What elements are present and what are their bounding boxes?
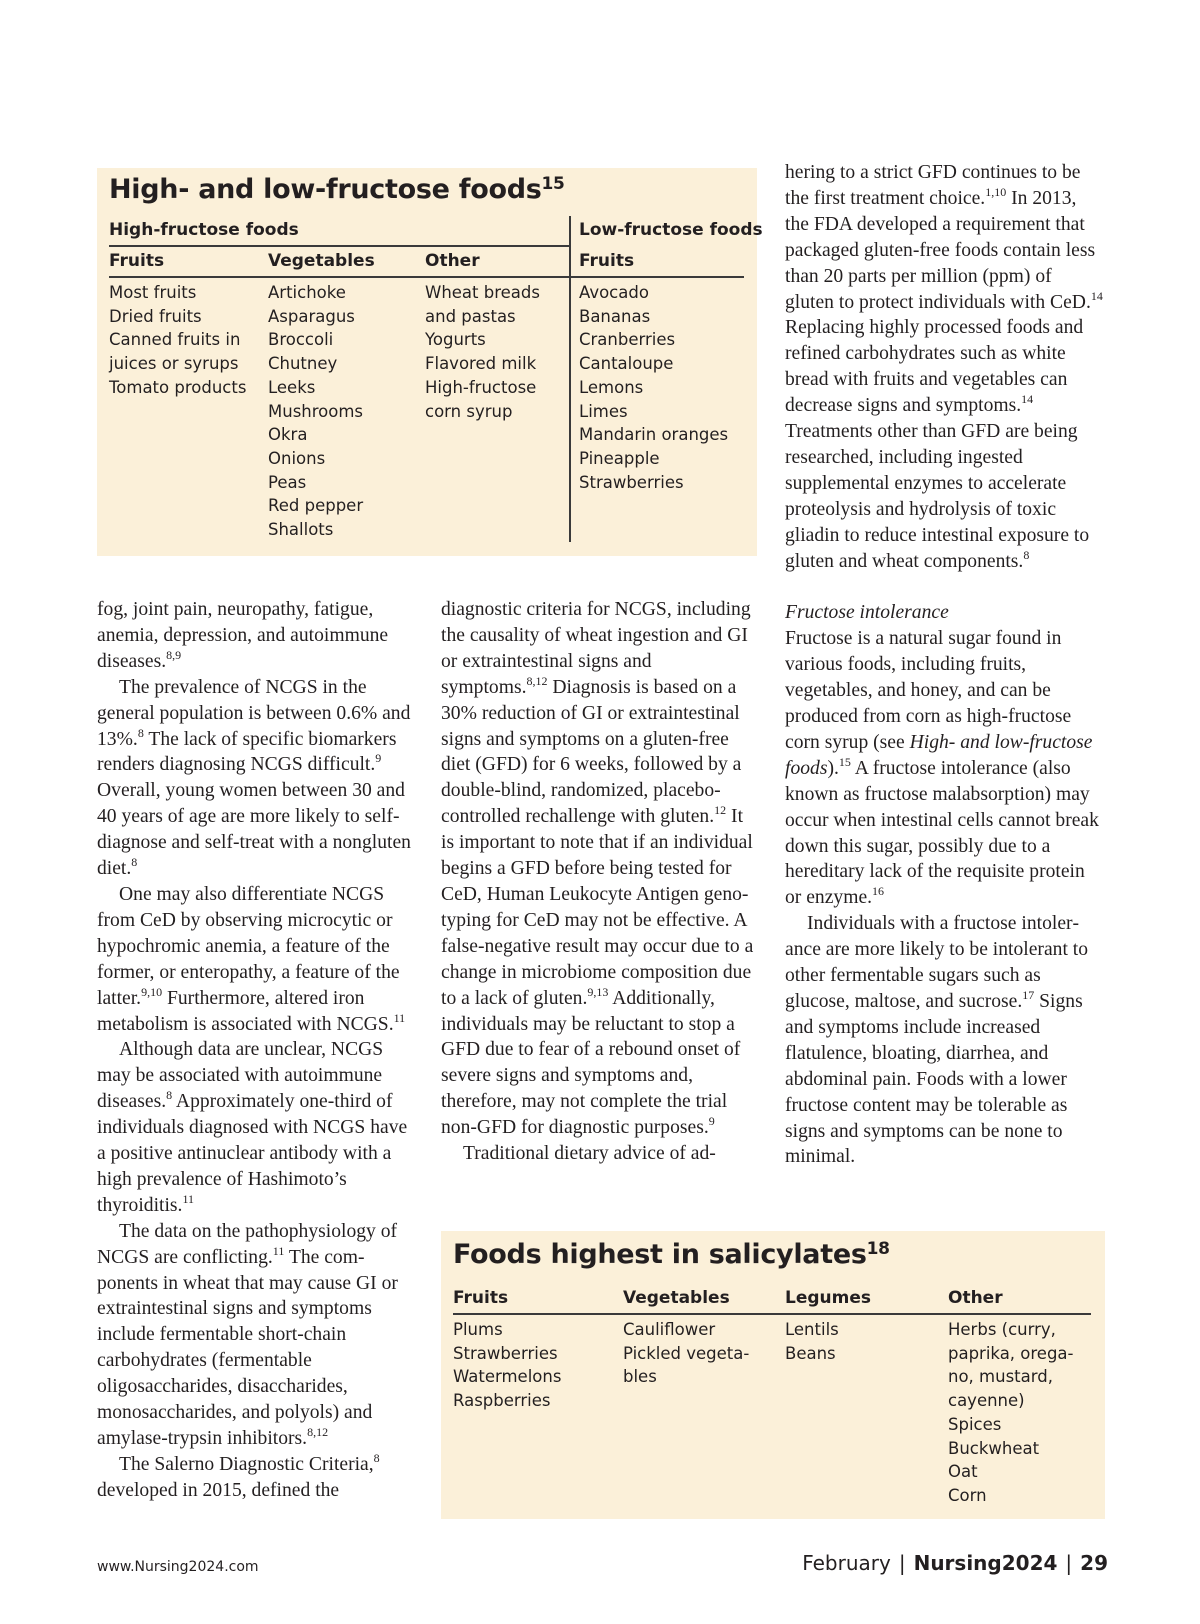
fructose-box-title: High- and low-fructose foods$^{15}$ [109, 174, 565, 205]
list-item: Tomato products [109, 377, 247, 397]
list-item: Yogurts [425, 330, 486, 350]
list-item: Cantaloupe [579, 354, 674, 374]
list-item: Lentils [785, 1320, 839, 1339]
fructose-col-header-other: Other [425, 251, 480, 271]
list-item: Canned fruits in [109, 330, 241, 350]
paragraph: Although data are unclear, NCGS may be associated with autoimmune diseases.$^8$ Approximately one-third of individuals diagnosed with NCGS have a positive antinuclear antibody with a high prevalence of Hashimoto’s thyroiditis.$^{11}$ [97, 1039, 408, 1216]
list-item: Avocado [579, 283, 649, 302]
list-item: Onions [268, 448, 326, 468]
list-item: Chutney [268, 354, 338, 374]
fructose-header-rule [109, 245, 570, 247]
list-item: Strawberries [453, 1343, 558, 1363]
list-item: Oat [948, 1462, 978, 1482]
paragraph: The Salerno Diagnostic Criteria,$^8$ developed in 2015, defined the [97, 1450, 380, 1501]
paragraph: hering to a strict GFD continues to be the first treatment choice.$^{1,10}$ In 2013, the FDA developed a requirement that packaged gluten-free foods contain less than 20 parts per million (ppm) of gluten to protect individuals with CeD.$^{14}$ Replacing highly processed foods and refined carbohydrates such as white bread with fruits and vegetables can decrease signs and symptoms.$^{14}$ Treatments other than GFD are being researched, including ingested supplemental enzymes to accelerate proteolysis and hydrolysis of toxic gliadin to reduce intestinal exposure to gluten and wheat components.$^8$ [785, 162, 1103, 572]
salicylates-col-header-vegetables: Vegetables [623, 1288, 730, 1308]
salicylates-foods-box [441, 1231, 1105, 1519]
salicylates-col-header-legumes: Legumes [785, 1288, 871, 1308]
list-item: High-fructose [425, 377, 537, 397]
fructose-col-header-fruits: Fruits [109, 251, 165, 271]
footer-folio [802, 1551, 1108, 1575]
high-fructose-header: High-fructose foods [109, 220, 299, 240]
list-item: Mandarin oranges [579, 425, 729, 445]
list-item: Herbs (curry, [948, 1320, 1056, 1339]
list-item: Cranberries [579, 330, 676, 350]
fructose-foods-box [97, 168, 763, 556]
salicylates-box-title-ref: 18 [866, 1239, 890, 1259]
paragraph: The data on the pathophysiology of NCGS are conflicting.$^{11}$ The components in wheat that may cause GI or extraintestinal signs and symptoms include fermentable short-chain carbohydrates (fermentable oligosaccharides, disaccharides, monosaccharides, and polyols) and amylase-trypsin inhibitors.$^{8,12}$ [97, 1220, 398, 1449]
article-column-2 [441, 597, 759, 1167]
footer-separator: | [1065, 1551, 1073, 1575]
footer-month: February [802, 1551, 891, 1575]
fructose-box-title-ref: 15 [541, 174, 565, 194]
fructose-divider [569, 216, 571, 542]
list-item: Flavored milk [425, 354, 537, 374]
fructose-col-vegetables [268, 281, 363, 542]
paragraph: Individuals with a fructose intolerance are more likely to be intolerant to other fermentable sugars such as glucose, maltose, and sucrose.$^{17}$ Signs and symptoms include increased flatulence, bloating, diarrhea, and abdominal pain. Foods with a lower fructose content may be tolerable as signs and symptoms can be none to minimal. [785, 913, 1089, 1168]
fructose-col-header-low-fruits: Fruits [579, 251, 635, 271]
list-item: Pickled vegeta- [623, 1343, 750, 1363]
list-item: Limes [579, 401, 628, 421]
list-item: corn syrup [425, 401, 513, 421]
paragraph: diagnostic criteria for NCGS, including the causality of wheat ingestion and GI or extraintestinal signs and symptoms.$^{8,12}$ Diagnosis is based on a 30% reduction of GI or extraintestinal signs and symptoms on a gluten-free diet (GFD) for 6 weeks, followed by a double-blind, randomized, placebo-controlled rechallenge with gluten.$^{12}$ It is important to note that if an individual begins a GFD before being tested for CeD, Human Leukocyte Antigen genotyping for CeD may not be effective. A false-negative result may occur due to a change in microbiome composition due to a lack of gluten.$^{9,13}$ Additionally, individuals may be reluctant to stop a GFD due to fear of a rebound onset of severe signs and symptoms and, therefore, may not complete the trial non-GFD for diagnostic purposes.$^9$ [441, 599, 754, 1139]
paragraph: The prevalence of NCGS in the general population is between 0.6% and 13%.$^8$ The lack of specific biomarkers renders diagnosing NCGS difficult.$^9$ Overall, young women between 30 and 40 years of age are more likely to self-diagnose and self-treat with a nongluten diet.$^8$ [97, 676, 411, 880]
list-item: Wheat breads [425, 283, 540, 302]
list-item: Lemons [579, 377, 644, 397]
list-item: Artichoke [268, 283, 346, 302]
footer-brand: Nursing2024 [913, 1551, 1058, 1575]
list-item: Broccoli [268, 330, 334, 350]
fructose-col-fruits [109, 281, 246, 400]
list-item: Watermelons [453, 1367, 562, 1387]
salicylates-col-vegetables [623, 1318, 749, 1389]
salicylates-col-legumes [785, 1318, 839, 1365]
list-item: and pastas [425, 306, 516, 326]
list-item: Buckwheat [948, 1438, 1040, 1458]
fructose-subheader-rule [109, 276, 744, 278]
salicylates-col-header-other: Other [948, 1288, 1003, 1308]
list-item: juices or syrups [109, 354, 239, 374]
salicylates-box-title: Foods highest in salicylates$^{18}$ [453, 1239, 890, 1270]
salicylates-col-other [948, 1318, 1074, 1508]
list-item: Raspberries [453, 1391, 551, 1411]
list-item: cayenne) [948, 1391, 1025, 1411]
fructose-col-other [425, 281, 540, 423]
footer-website: www.Nursing2024.com [97, 1559, 259, 1575]
list-item: Cauliflower [623, 1320, 716, 1339]
list-item: Spices [948, 1414, 1002, 1434]
list-item: Red pepper [268, 496, 364, 516]
fructose-col-low-fruits [579, 281, 728, 494]
list-item: Plums [453, 1320, 503, 1339]
list-item: Strawberries [579, 472, 684, 492]
list-item: Leeks [268, 377, 316, 397]
list-item: Most fruits [109, 283, 197, 302]
fructose-col-header-vegetables: Vegetables [268, 251, 375, 271]
paragraph-gap [785, 575, 1105, 601]
list-item: Shallots [268, 520, 334, 540]
footer-separator: | [898, 1551, 906, 1575]
list-item: Mushrooms [268, 401, 364, 421]
salicylates-header-rule [453, 1313, 1091, 1315]
list-item: Corn [948, 1485, 987, 1505]
list-item: bles [623, 1367, 657, 1387]
article-column-3 [785, 160, 1105, 1170]
article-column-1 [97, 597, 417, 1504]
paragraph: Fructose is a natural sugar found in various foods, including fruits, vegetables, and honey, and can be produced from corn as high-fructose corn syrup (see High- and low-fructose foods).$^{15}$ A fructose intolerance (also known as fructose malabsorption) may occur when intestinal cells cannot break down this sugar, possibly due to a hereditary lack of the requisite protein or enzyme.$^{16}$ [785, 628, 1099, 909]
salicylates-col-header-fruits: Fruits [453, 1288, 509, 1308]
paragraph: Traditional dietary advice of ad- [463, 1143, 716, 1165]
section-subhead: Fructose intolerance [785, 602, 949, 624]
paragraph: One may also differentiate NCGS from CeD by observing microcytic or hypochromic anemia, a feature of the former, or enteropathy, a feature of the latter.$^{9,10}$ Furthermore, altered iron metabolism is associated with NCGS.$^{11}$ [97, 883, 406, 1035]
page-number: 29 [1080, 1551, 1108, 1575]
list-item: Okra [268, 425, 308, 445]
list-item: Dried fruits [109, 306, 202, 326]
paragraph: fog, joint pain, neuropathy, fatigue, anemia, depression, and autoimmune diseases.$^{8,9}$ [97, 599, 389, 672]
list-item: Peas [268, 472, 307, 492]
list-item: Bananas [579, 306, 651, 326]
list-item: Asparagus [268, 306, 355, 326]
low-fructose-header: Low-fructose foods [579, 220, 763, 240]
list-item: Beans [785, 1343, 836, 1363]
list-item: Pineapple [579, 448, 660, 468]
salicylates-col-fruits [453, 1318, 561, 1413]
list-item: no, mustard, [948, 1367, 1053, 1387]
list-item: paprika, orega- [948, 1343, 1074, 1363]
